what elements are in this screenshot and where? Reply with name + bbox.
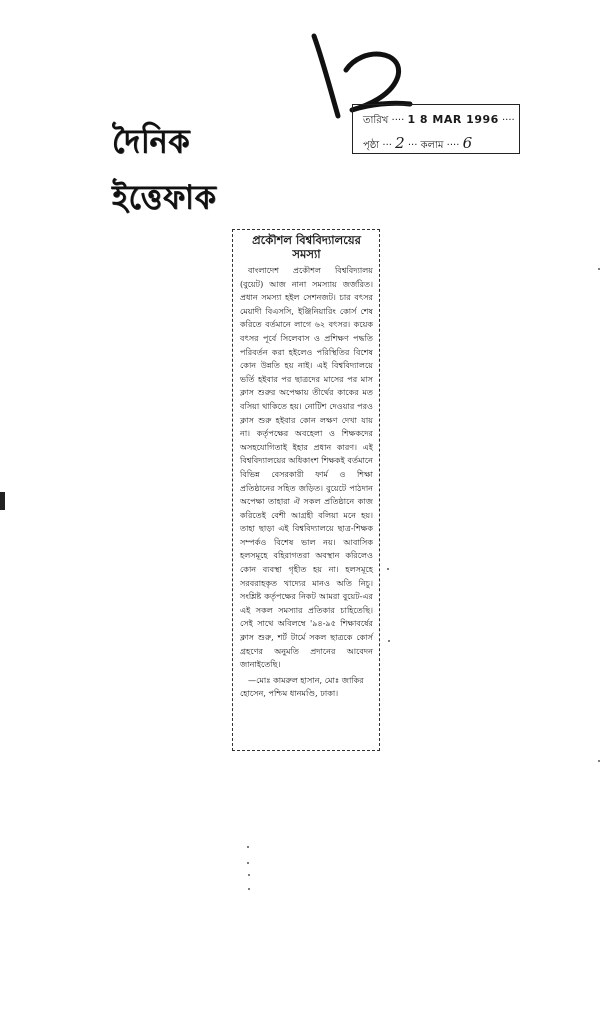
scan-speck <box>248 888 250 890</box>
scan-speck <box>598 760 600 762</box>
scan-speck <box>247 862 249 864</box>
left-edge-mark <box>0 492 5 510</box>
scan-speck <box>387 568 389 570</box>
newspaper-clipping <box>232 229 380 751</box>
archive-stamp: তারিখ ···· 1 8 MAR 1996 ···· পৃষ্ঠা ··· 2 ··· কলাম ···· 6 <box>352 104 520 154</box>
clipping-title: প্রকৌশল বিশ্ববিদ্যালয়ের সমস্যা <box>252 233 361 261</box>
date-label: তারিখ <box>363 115 389 126</box>
page-label: পৃষ্ঠা <box>363 140 380 151</box>
column-label: কলাম <box>420 140 444 151</box>
clipping-signature: —মোঃ কামরুল হাসান, মোঃ জাকির হোসেন, পশ্চিম ধানমণ্ডি, ঢাকা। <box>240 674 364 699</box>
scan-speck <box>598 268 600 270</box>
scan-speck <box>248 874 250 876</box>
clipping-body: বাংলাদেশ প্রকৌশল বিশ্ববিদ্যালয় (বুয়েট) আজ নানা সমস্যায় জর্জরিত। প্রধান সমস্যা হইল সেশনজট। চার বৎসর মেয়াদী বিএসসি, ইঞ্জিনিয়ারিং কোর্স শেষ করিতে বর্তমানে লাগে ৬২ বৎসর। কয়েক বৎসর পূর্বে সিলেবাস ও প্রশিক্ষণ পদ্ধতি পরিবর্তন করা হইলেও পরিস্থিতির বিশেষ কোন উন্নতি হয় নাই। এই বিশ্ববিদ্যালয়ে ভর্তি হইবার পর ছাত্রদের মাসের পর মাস ক্লাস শুরুর অপেক্ষায় তীর্থের কাকের মত বসিয়া থাকিতে হয়। নোটিশ দেওয়ার পরও ক্লাস শুরু হইবার কোন লক্ষণ দেখা যায় না। কর্তৃপক্ষের অবহেলা ও শিক্ষকদের অসহযোগিতাই ইহার প্রধান কারণ। এই বিশ্ববিদ্যালয়ের অধিকাংশ শিক্ষকই বর্তমানে বিভিন্ন বেসরকারী ফার্ম ও শিক্ষা প্রতিষ্ঠানের সহিত জড়িত। বুয়েটে পাঠদান অপেক্ষা তাহারা ঐ সকল প্রতিষ্ঠানে কাজ করিতেই বেশী আগ্রহী বলিয়া মনে হয়। তাহা ছাড়া এই বিশ্ববিদ্যালয়ে ছাত্র-শিক্ষক সম্পর্কও বিশেষ ভাল নয়। আবাসিক হলসমূহে বহিরাগতরা অবস্থান করিলেও কোন ব্যবস্থা গৃহীত হয় না। হলসমূহে সরবরাহকৃত খাদ্যের মানও অতি নিচু। সংশ্লিষ্ট কর্তৃপক্ষের নিকট আমরা বুয়েট-এর এই সকল সমস্যার প্রতিকার চাহিতেছি। সেই সাথে অবিলম্বে '৯৪-৯৫ শিক্ষাবর্ষের ক্লাস শুরু, শর্ট টার্মে সকল ছাত্রকে কোর্স গ্রহণের অনুমতি প্রদানের আবেদন জানাইতেছি। <box>240 265 373 670</box>
date-value: 1 8 MAR 1996 <box>407 113 499 126</box>
scan-speck <box>388 640 390 642</box>
newspaper-masthead: দৈনিক ইত্তেফাক <box>112 122 217 218</box>
scan-speck <box>247 846 249 848</box>
page-value: 2 <box>395 134 405 152</box>
column-value: 6 <box>462 134 473 152</box>
